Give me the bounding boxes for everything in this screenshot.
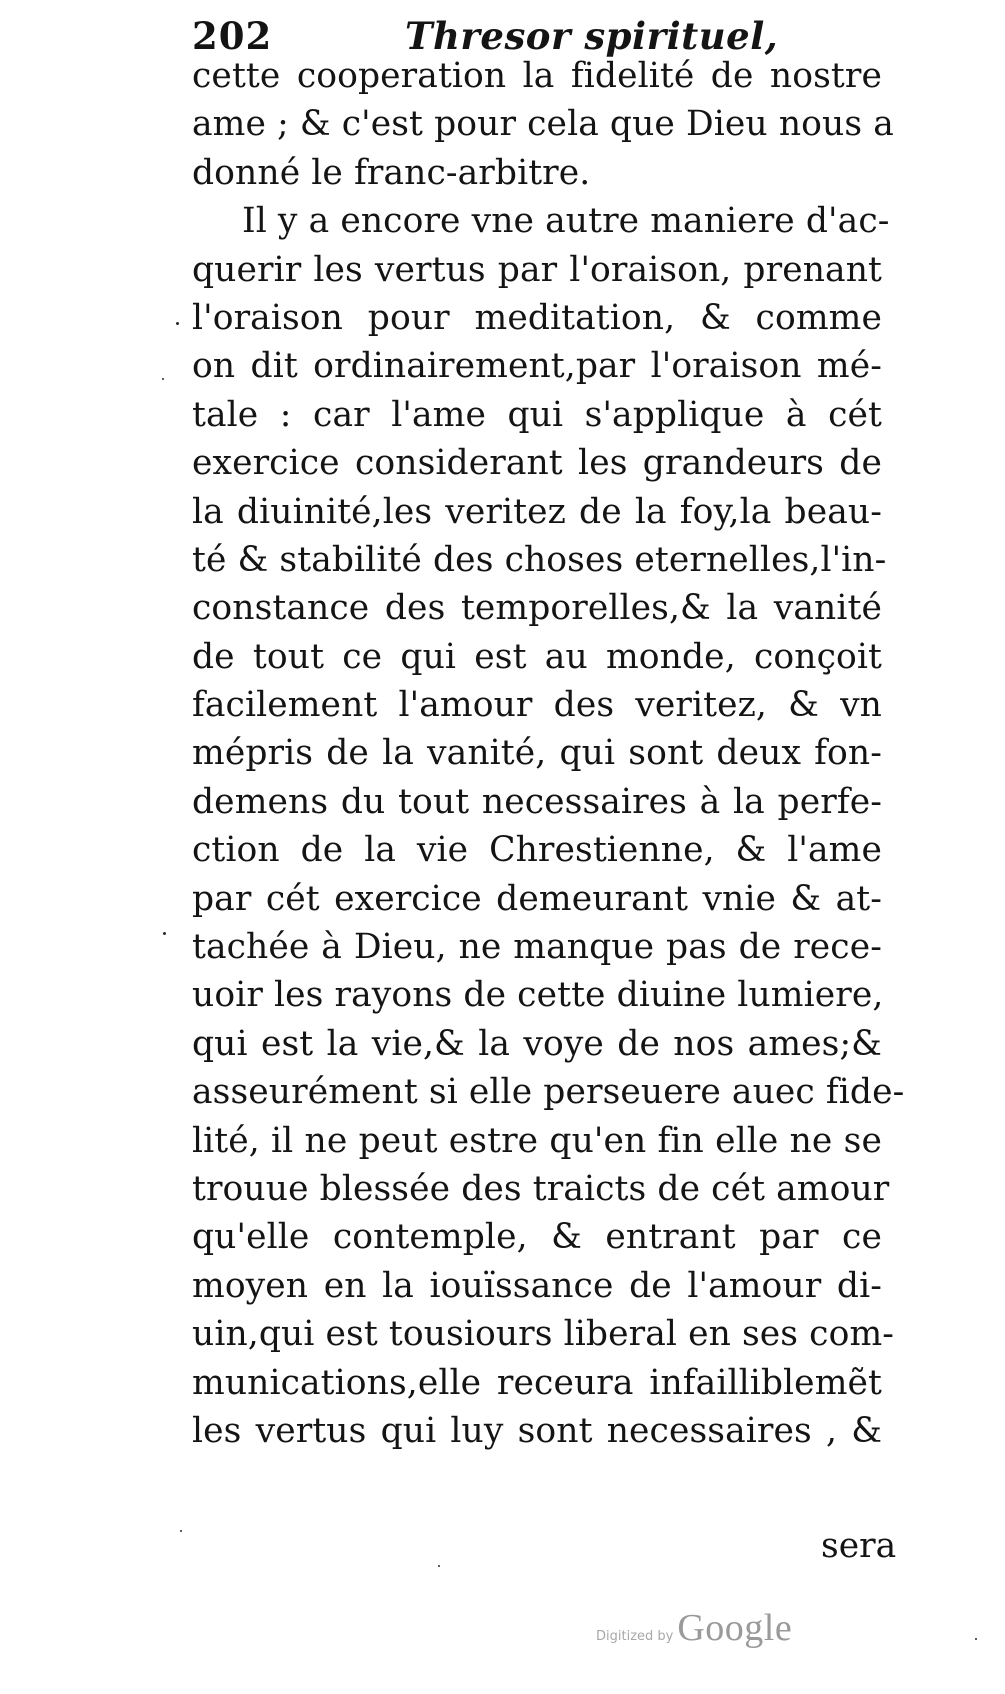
text-line: Il y a encore vne autre maniere d'ac- bbox=[242, 201, 890, 242]
text-line: constance des temporelles,& la vanité bbox=[192, 588, 882, 629]
text-line: uoir les rayons de cette diuine lumiere, bbox=[192, 975, 884, 1016]
text-line: asseurément si elle perseuere auec fide- bbox=[192, 1072, 905, 1113]
text-line: tachée à Dieu, ne manque pas de rece- bbox=[192, 927, 882, 968]
text-line: exercice considerant les grandeurs de bbox=[192, 443, 882, 484]
page-number: 202 bbox=[192, 14, 273, 58]
text-line: querir les vertus par l'oraison, prenant bbox=[192, 249, 882, 290]
google-logo: Google bbox=[677, 1607, 793, 1649]
text-line: munications,elle receura infailliblemẽt bbox=[192, 1362, 882, 1403]
text-line: qui est la vie,& la voye de nos ames;& bbox=[192, 1023, 882, 1064]
text-line: de tout ce qui est au monde, conçoit bbox=[192, 636, 882, 677]
text-line: facilement l'amour des veritez, & vn bbox=[192, 685, 882, 726]
text-line: la diuinité,les veritez de la foy,la beau- bbox=[192, 491, 882, 532]
running-title: Thresor spirituel, bbox=[405, 14, 779, 58]
text-line: l'oraison pour meditation, & comme bbox=[192, 297, 882, 338]
text-line: ction de la vie Chrestienne, & l'ame bbox=[192, 830, 882, 871]
ink-speck bbox=[176, 322, 179, 325]
text-line: ame ; & c'est pour cela que Dieu nous a bbox=[192, 104, 894, 145]
digitization-watermark bbox=[596, 1600, 792, 1650]
ink-speck bbox=[975, 1638, 977, 1640]
text-line: trouue blessée des traicts de cét amour bbox=[192, 1168, 890, 1209]
body-text bbox=[192, 52, 905, 1455]
text-line: donné le franc-arbitre. bbox=[192, 152, 591, 193]
text-line: té & stabilité des choses eternelles,l'in- bbox=[192, 539, 887, 580]
ink-speck bbox=[162, 378, 164, 380]
watermark-prefix: Digitized by bbox=[596, 1629, 674, 1644]
text-line: uin,qui est tousiours liberal en ses com- bbox=[192, 1314, 895, 1355]
ink-speck bbox=[180, 1530, 182, 1532]
ink-speck bbox=[163, 932, 166, 935]
text-line: lité, il ne peut estre qu'en fin elle ne se bbox=[192, 1120, 882, 1161]
text-line: les vertus qui luy sont necessaires , & bbox=[192, 1410, 882, 1451]
text-line: on dit ordinairement,par l'oraison mé- bbox=[192, 346, 882, 387]
text-line: cette cooperation la fidelité de nostre bbox=[192, 56, 882, 96]
text-line: qu'elle contemple, & entrant par ce bbox=[192, 1217, 882, 1258]
catchword: sera bbox=[821, 1526, 897, 1566]
text-line: demens du tout necessaires à la perfe- bbox=[192, 781, 882, 822]
text-line: tale : car l'ame qui s'applique à cét bbox=[192, 394, 882, 435]
text-line: moyen en la iouïssance de l'amour di- bbox=[192, 1265, 882, 1306]
text-line: mépris de la vanité, qui sont deux fon- bbox=[192, 733, 882, 774]
text-line: par cét exercice demeurant vnie & at- bbox=[192, 878, 882, 919]
ink-speck bbox=[438, 1565, 440, 1567]
